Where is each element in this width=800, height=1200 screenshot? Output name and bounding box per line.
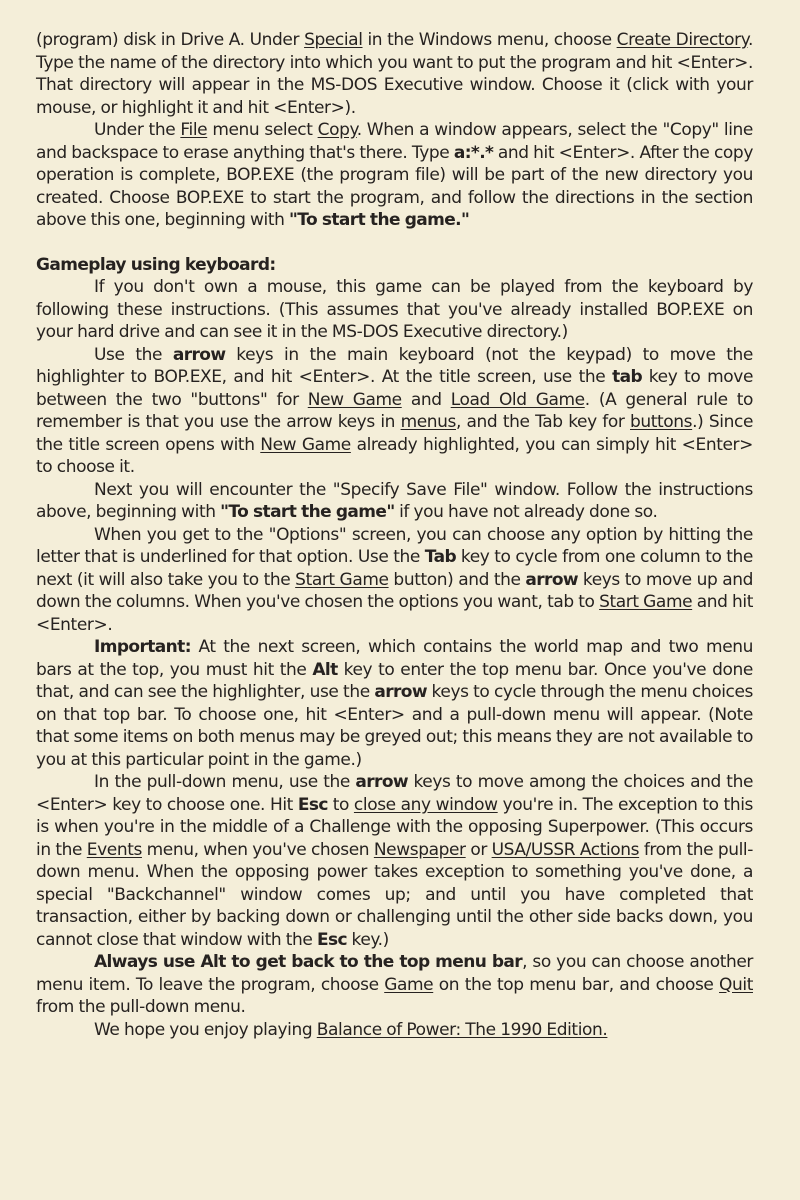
text-run: key to enter the top menu bar. Once you've done that, and can see the highlighter, use the	[36, 659, 753, 702]
text-run: from the pull-down menu. When the opposing power takes exception to something you've done, a special "Backchannel" window comes up; and until you have completed that transaction, either by backing down or challenging until the other side backs down, you cannot close that window with the	[36, 839, 753, 950]
text-run: from the pull-down menu.	[36, 997, 246, 1017]
bold-term: a:*.*	[453, 142, 494, 163]
underlined-term: Special	[304, 30, 363, 50]
text-run: or	[465, 839, 492, 860]
body-paragraph	[36, 636, 753, 771]
bold-term: Esc	[297, 794, 328, 815]
underlined-term: New Game	[260, 434, 351, 455]
text-run: key to cycle from one column to the next (it will also take you to the	[36, 547, 753, 590]
underlined-term: close any window	[353, 794, 498, 815]
body-paragraph	[36, 524, 753, 637]
section-spacer	[36, 232, 753, 254]
underlined-term: buttons	[630, 412, 693, 432]
underlined-term: Copy	[317, 120, 357, 140]
underlined-term: Newspaper	[373, 839, 466, 860]
text-run: to	[327, 794, 354, 815]
bold-term: arrow	[355, 772, 408, 792]
bold-term: Esc	[316, 929, 347, 950]
underlined-term: Quit	[719, 974, 753, 995]
text-run: in the Windows menu, choose	[362, 30, 617, 50]
body-paragraph	[36, 479, 753, 524]
text-run: Next you will encounter the "Specify Save File" window. Follow the instructions above, beginning with	[36, 479, 753, 522]
text-run: , so you can choose another menu item. To leave the program, choose	[36, 952, 754, 995]
body-paragraph	[36, 344, 753, 479]
bold-term: arrow	[525, 569, 579, 590]
manual-text	[36, 29, 753, 1041]
text-run: and hit <Enter>.	[36, 592, 753, 635]
underlined-term: Start Game	[599, 592, 693, 612]
body-paragraph	[36, 119, 753, 232]
underlined-term: Start Game	[295, 569, 389, 590]
text-run: key to move between the two "buttons" for	[36, 367, 754, 410]
underlined-term: USA/USSR Actions	[491, 839, 640, 860]
text-run: , and the Tab key for	[456, 412, 630, 432]
body-paragraph	[36, 951, 753, 1019]
underlined-term: Events	[86, 839, 142, 860]
text-run: If you don't own a mouse, this game can be played from the keyboard by following these instructions. (This assumes that you've already installed BOP.EXE on your hard drive and can see it in the MS-DOS Executive directory.)	[36, 277, 753, 342]
text-run: .) Since the title screen opens with	[36, 412, 754, 455]
underlined-term: Create Directory	[616, 30, 748, 50]
bold-term: Important:	[94, 637, 191, 657]
section-heading: Gameplay using keyboard:	[36, 254, 276, 275]
body-paragraph	[36, 771, 753, 951]
text-run: and	[401, 389, 451, 410]
text-run: We hope you enjoy playing	[94, 1019, 317, 1040]
text-run: if you have not already done so.	[394, 502, 658, 522]
bold-term: Tab	[424, 547, 457, 567]
text-run: keys to cycle through the menu choices on that top bar. To choose one, hit <Enter> and a pull-down menu will appear. (Note that some items on both menus may be greyed out; this means they are not available to you at this particular point in the game.)	[36, 682, 754, 770]
bold-term: "To start the game"	[220, 502, 395, 522]
text-run: . When a window appears, select the "Copy" line and backspace to erase anything that's there. Type	[36, 120, 753, 163]
text-run: already highlighted, you can simply hit <Enter> to choose it.	[36, 434, 753, 477]
text-run: menu, when you've chosen	[141, 839, 374, 860]
bold-term: Alt	[312, 659, 338, 680]
bold-term: arrow	[374, 682, 427, 702]
underlined-term: File	[180, 120, 208, 140]
text-run: key.)	[347, 929, 389, 950]
text-run: keys to move among the choices and the <Enter> key to choose one. Hit	[36, 772, 753, 815]
underlined-term: Game	[384, 974, 434, 995]
bold-term: tab	[612, 367, 643, 387]
body-paragraph	[36, 29, 753, 119]
underlined-term: menus	[400, 412, 456, 432]
body-paragraph	[36, 1019, 753, 1042]
text-run: Use the	[94, 344, 173, 365]
text-run: . Type the name of the directory into which you want to put the program and hit <Enter>. That directory will appear in the MS-DOS Executive window. Choose it (click with your mouse, or highlight it and hit <Enter>).	[36, 30, 754, 118]
text-run: keys to move up and down the columns. When you've chosen the options you want, tab to	[36, 569, 753, 612]
bold-term: "To start the game."	[288, 210, 470, 230]
underlined-term: Balance of Power: The 1990 Edition.	[316, 1019, 608, 1040]
bold-term: arrow	[172, 344, 226, 365]
underlined-term: New Game	[307, 389, 402, 410]
text-run: Under the	[94, 120, 181, 140]
text-run: In the pull-down menu, use the	[94, 772, 356, 792]
bold-term: Always use Alt to get back to the top menu bar	[94, 952, 523, 972]
text-run: (program) disk in Drive A. Under	[36, 30, 305, 50]
text-run: keys in the main keyboard (not the keypad) to move the highlighter to BOP.EXE, and hit <Enter>. At the title screen, use the	[36, 344, 753, 387]
body-paragraph	[36, 276, 753, 344]
text-run: button) and the	[388, 569, 526, 590]
text-run: . (A general rule to remember is that you use the arrow keys in	[36, 389, 753, 432]
text-run: When you get to the "Options" screen, you can choose any option by hitting the letter that is underlined for that option. Use the	[36, 524, 753, 567]
text-run: and hit <Enter>. After the copy operation is complete, BOP.EXE (the program file) will be part of the new directory you created. Choose BOP.EXE to start the program, and follow the directions in the section above this one, beginning with	[36, 142, 753, 230]
text-run: menu select	[207, 120, 318, 140]
text-run: on the top menu bar, and choose	[433, 974, 720, 995]
text-run: At the next screen, which contains the world map and two menu bars at the top, you must hit the	[36, 637, 753, 680]
text-run: you're in. The exception to this is when you're in the middle of a Challenge with the opposing Superpower. (This occurs in the	[36, 794, 753, 860]
underlined-term: Load Old Game	[450, 389, 585, 410]
